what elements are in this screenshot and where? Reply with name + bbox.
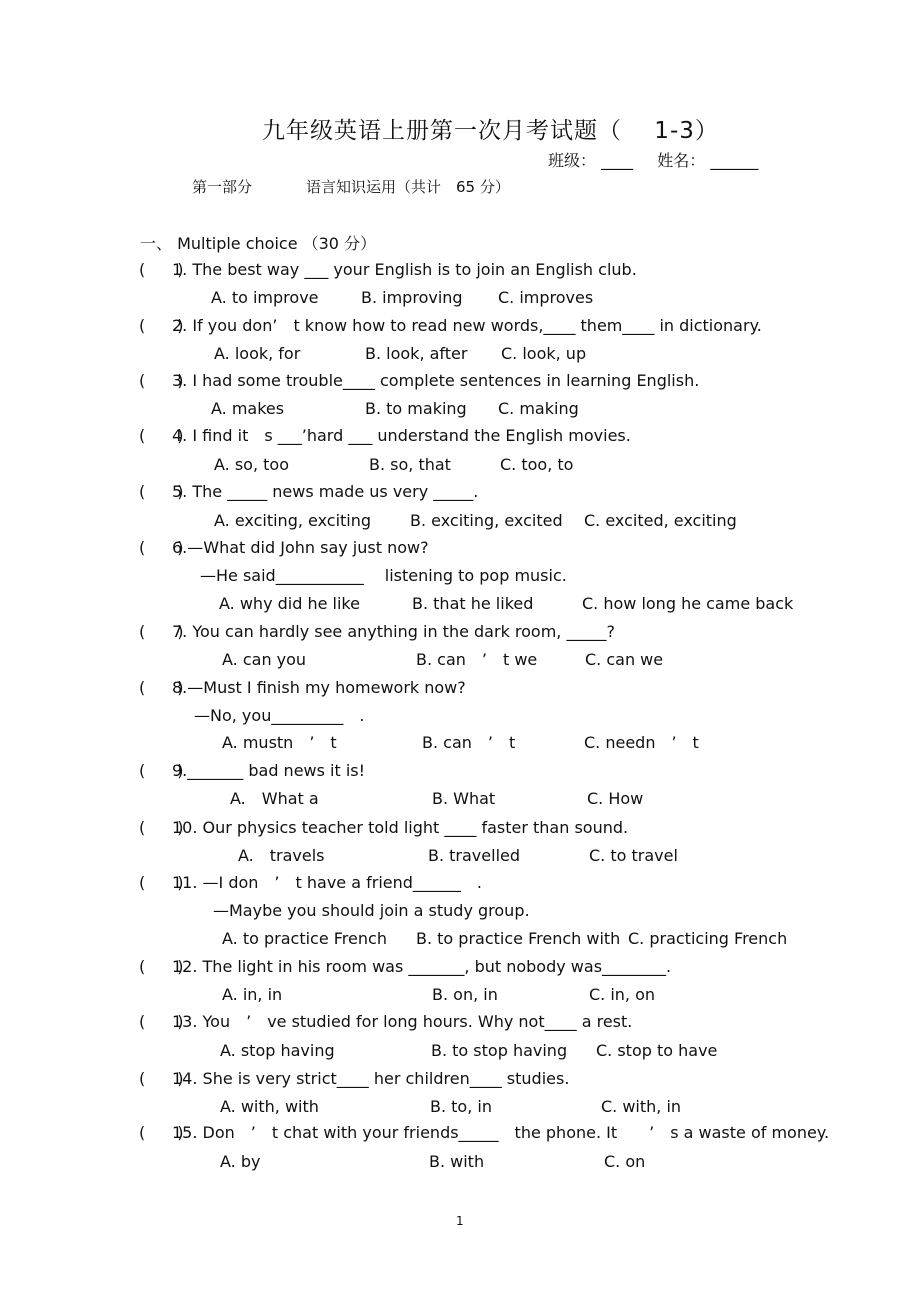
answer-paren: ( ) — [139, 316, 184, 335]
answer-paren: ( ) — [139, 1069, 184, 1088]
option-b: B. on, in — [432, 985, 498, 1004]
option-b: B. can ’ t we — [416, 650, 538, 669]
question-text: 13. You ’ ve studied for long hours. Why not____ a rest. — [172, 1012, 633, 1031]
option-a: A. What a — [230, 789, 319, 808]
question-text: 4. I find it s ___’hard ___ understand the English movies. — [172, 426, 631, 445]
answer-paren: ( ) — [139, 538, 184, 557]
option-b: B. so, that — [369, 455, 451, 474]
option-a: A. stop having — [220, 1041, 335, 1060]
part-title: 语言知识运用（共计 65 分） — [306, 178, 510, 196]
answer-paren: ( ) — [139, 260, 184, 279]
option-b: B. to practice French with — [416, 929, 621, 948]
option-b: B. improving — [361, 288, 463, 307]
option-c: C. look, up — [501, 344, 587, 363]
option-a: A. exciting, exciting — [214, 511, 372, 530]
option-a: A. with, with — [220, 1097, 319, 1116]
option-c: C. on — [604, 1152, 646, 1171]
question-subline: —He said___________ listening to pop music. — [200, 566, 567, 585]
option-c: C. practicing French — [628, 929, 788, 948]
part-label: 第一部分 — [192, 178, 253, 196]
option-a: A. so, too — [214, 455, 289, 474]
student-info — [548, 148, 758, 171]
option-a: A. by — [220, 1152, 261, 1171]
answer-paren: ( ) — [139, 818, 184, 837]
answer-paren: ( ) — [139, 873, 184, 892]
question-subline: —Maybe you should join a study group. — [213, 901, 530, 920]
answer-paren: ( ) — [139, 482, 184, 501]
option-a: A. can you — [222, 650, 307, 669]
question-text: 1. The best way ___ your English is to join an English club. — [172, 260, 637, 279]
question-text: 15. Don ’ t chat with your friends_____ the phone. It ’ s a waste of money. — [172, 1123, 830, 1142]
option-b: B. look, after — [365, 344, 468, 363]
question-text: 9._______ bad news it is! — [172, 761, 366, 780]
question-text: 10. Our physics teacher told light ____ faster than sound. — [172, 818, 629, 837]
option-b: B. What — [432, 789, 496, 808]
question-text: 11. —I don ’ t have a friend______ . — [172, 873, 482, 892]
class-blank: ____ — [601, 151, 634, 170]
option-b: B. to making — [365, 399, 467, 418]
answer-paren: ( ) — [139, 371, 184, 390]
option-b: B. to stop having — [431, 1041, 568, 1060]
option-a: A. travels — [238, 846, 325, 865]
option-c: C. can we — [585, 650, 664, 669]
class-label: 班级： — [548, 151, 597, 170]
option-a: A. to practice French — [222, 929, 387, 948]
option-b: B. that he liked — [412, 594, 534, 613]
option-a: A. to improve — [211, 288, 319, 307]
option-a: A. in, in — [222, 985, 283, 1004]
question-text: 7. You can hardly see anything in the dark room, _____? — [172, 622, 615, 641]
question-subline: —No, you_________ . — [194, 706, 365, 725]
question-text: 14. She is very strict____ her children____ studies. — [172, 1069, 570, 1088]
page-number: 1 — [456, 1214, 464, 1228]
option-b: B. with — [429, 1152, 485, 1171]
option-c: C. with, in — [601, 1097, 682, 1116]
question-text: 12. The light in his room was _______, but nobody was________. — [172, 957, 672, 976]
page-title: 九年级英语上册第一次月考试题（ 1-3） — [262, 118, 719, 144]
question-text: 2. If you don’ t know how to read new words,____ them____ in dictionary. — [172, 316, 762, 335]
option-b: B. exciting, excited — [410, 511, 563, 530]
name-label: 姓名： — [657, 151, 706, 170]
question-text: 8.—Must I finish my homework now? — [172, 678, 466, 697]
option-c: C. making — [498, 399, 579, 418]
answer-paren: ( ) — [139, 678, 184, 697]
option-b: B. to, in — [430, 1097, 492, 1116]
option-c: C. stop to have — [596, 1041, 718, 1060]
option-c: C. in, on — [589, 985, 656, 1004]
option-c: C. excited, exciting — [584, 511, 737, 530]
question-text: 5. The _____ news made us very _____. — [172, 482, 479, 501]
answer-paren: ( ) — [139, 957, 184, 976]
option-c: C. How — [587, 789, 644, 808]
answer-paren: ( ) — [139, 1123, 184, 1142]
option-c: C. how long he came back — [582, 594, 794, 613]
option-a: A. makes — [211, 399, 285, 418]
answer-paren: ( ) — [139, 622, 184, 641]
option-c: C. improves — [498, 288, 594, 307]
section-title: 一、 Multiple choice （30 分） — [140, 234, 377, 253]
option-a: A. why did he like — [219, 594, 360, 613]
answer-paren: ( ) — [139, 426, 184, 445]
name-blank: ______ — [710, 151, 759, 170]
option-b: B. travelled — [428, 846, 521, 865]
option-c: C. needn ’ t — [584, 733, 699, 752]
option-c: C. too, to — [500, 455, 574, 474]
answer-paren: ( ) — [139, 761, 184, 780]
option-a: A. look, for — [214, 344, 301, 363]
answer-paren: ( ) — [139, 1012, 184, 1031]
option-c: C. to travel — [589, 846, 678, 865]
question-text: 3. I had some trouble____ complete sentences in learning English. — [172, 371, 700, 390]
option-b: B. can ’ t — [422, 733, 516, 752]
option-a: A. mustn ’ t — [222, 733, 337, 752]
question-text: 6.—What did John say just now? — [172, 538, 429, 557]
